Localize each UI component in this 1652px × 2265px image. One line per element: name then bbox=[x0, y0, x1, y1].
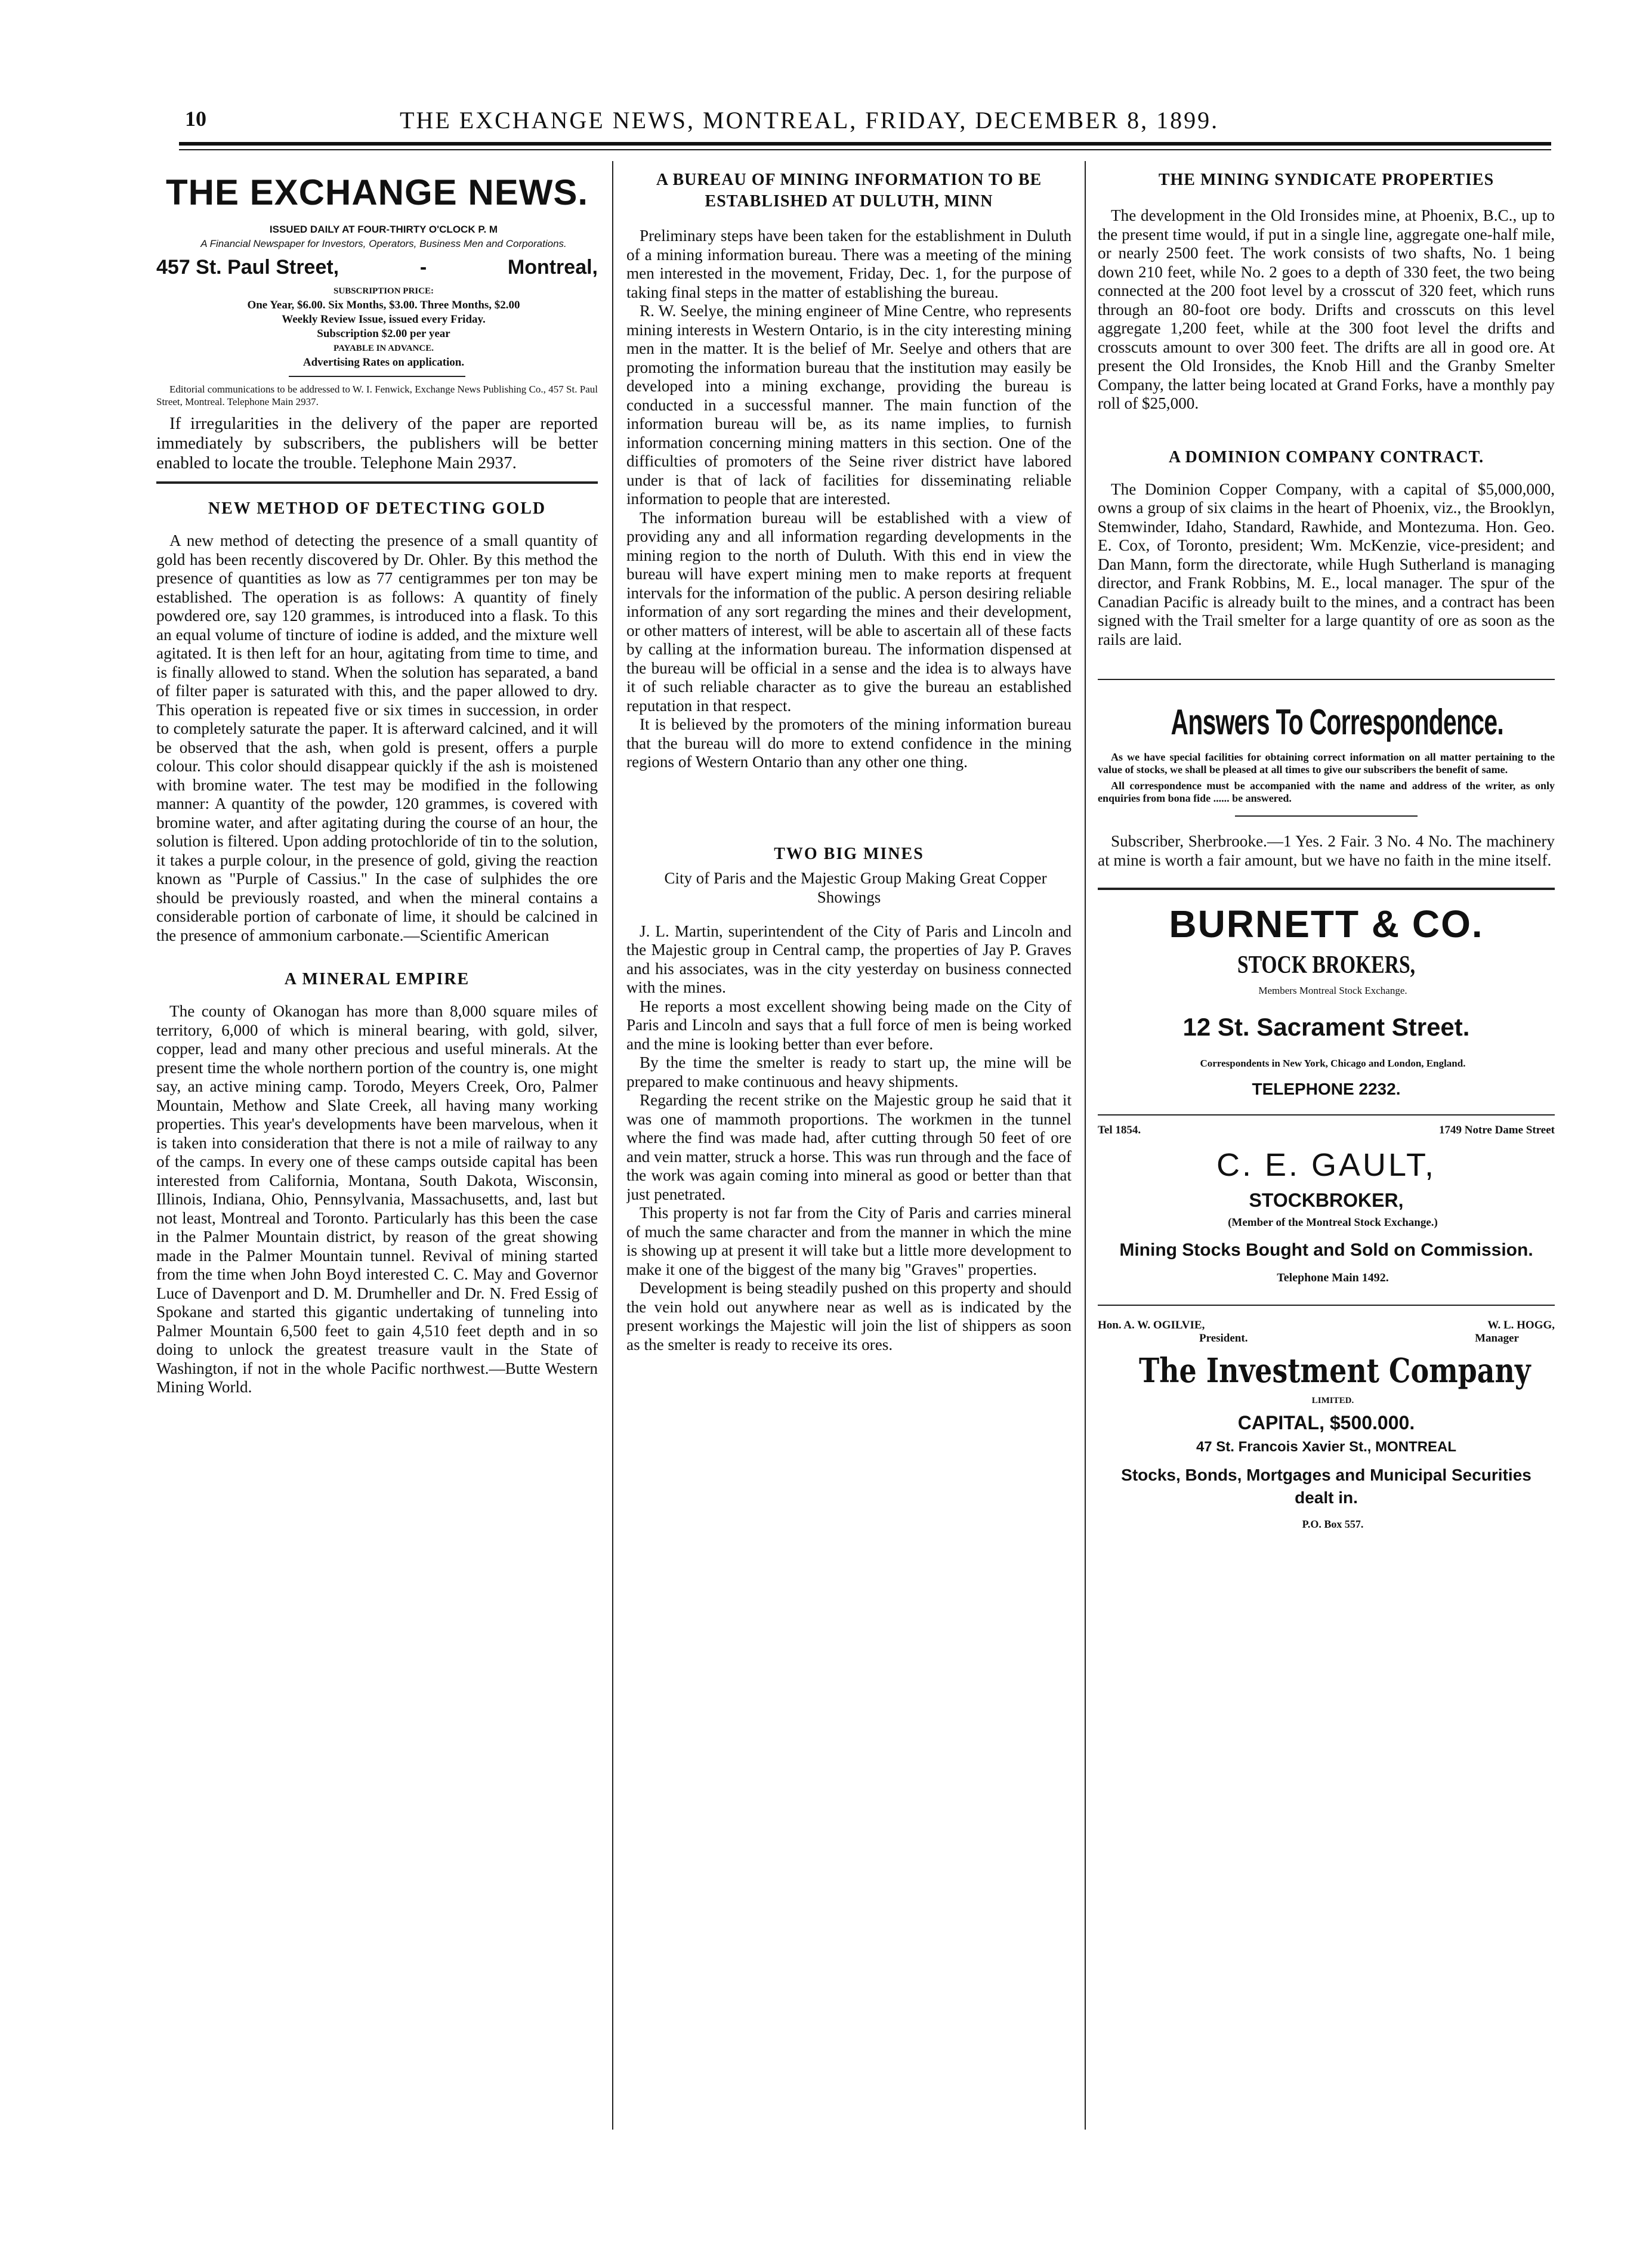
page-number: 10 bbox=[185, 107, 206, 131]
masthead-title: THE EXCHANGE NEWS. bbox=[165, 172, 589, 212]
editorial-note: Editorial communications to be addressed to W. I. Fenwick, Exchange News Publishing Co., 457 St. Paul Street, Montreal. Telephone Main 2937. bbox=[156, 384, 598, 407]
divider bbox=[1098, 888, 1555, 890]
ad-company-name: The Investment Company bbox=[1138, 1351, 1531, 1390]
masthead-issued: ISSUED DAILY AT FOUR-THIRTY O'CLOCK P. M bbox=[269, 224, 498, 235]
article-paragraph: The county of Okanogan has more than 8,000 square miles of territory, 6,000 of which is mineral bearing, with gold, silver, copper, lead and many other precious and useful minerals. At the present time the whole northern portion of the country is, one might say, an active mining camp. Torodo, Meyers Creek, Oro, Palmer Mountain, Methow and Slate Creek, all having many working properties. This year's developments have been marvelous, when it is taken into consideration that there is not a mile of railway to any of the camps. In every one of these camps outside capital has been interested from California, Montana, South Dakota, Wisconsin, Illinois, Indiana, Ohio, Pennsylvania, Massachusetts, and, last but not least, Montreal and Toronto. Particularly has this been the case in the Palmer Mountain district, by reason of the great showing made in the Palmer Mountain tunnel. Revival of mining started from the time when John Boyd interested C. C. May and Governor Luce of Davenport and D. M. Drumheller and Dr. N. Fred Essig of Spokane and started this gigantic undertaking of tunneling into Palmer Mountain 6,500 feet to gain 4,510 feet depth and in so doing to unlock the greatest treasure vault in the State of Washington, if not in the whole Pacific northwest.—Butte Western Mining World. bbox=[156, 1002, 598, 1396]
ad-role: STOCK BROKERS, bbox=[1237, 951, 1416, 979]
ad-service: Mining Stocks Bought and Sold on Commission. bbox=[1119, 1240, 1533, 1260]
ad-broker-name: C. E. GAULT, bbox=[1216, 1147, 1437, 1183]
masthead-address bbox=[156, 256, 598, 279]
divider bbox=[1235, 815, 1418, 817]
subscription-label: SUBSCRIPTION PRICE: bbox=[334, 286, 434, 296]
advertising-rates: Advertising Rates on application. bbox=[302, 356, 465, 369]
ad-services: Stocks, Bonds, Mortgages and Municipal Securities dealt in. bbox=[1121, 1466, 1531, 1507]
column-2 bbox=[626, 161, 1072, 2165]
correspondence-title: Answers To Correspondence. bbox=[1171, 702, 1503, 742]
ad-officer: W. L. HOGG, bbox=[1487, 1319, 1555, 1331]
article-paragraph: Preliminary steps have been taken for the establishment in Duluth of a mining information bureau. There was a meeting of the mining men interested in the movement, Friday, Dec. 1, for the purpose of taking final steps in the matter of establishing the bureau. bbox=[626, 227, 1072, 301]
gault-ad bbox=[1098, 1124, 1555, 1284]
ad-telephone: Telephone Main 1492. bbox=[1277, 1271, 1389, 1284]
article-headline: NEW METHOD OF DETECTING GOLD bbox=[208, 499, 546, 518]
ad-tel: Tel 1854. bbox=[1098, 1124, 1141, 1136]
article-paragraph: Development is being steadily pushed on this property and should the vein hold out anywhere near as well as is indicated by the present workings the Majestic will join the list of shippers as soon as the smelter is ready to receive its ores. bbox=[626, 1279, 1072, 1354]
ad-correspondents: Correspondents in New York, Chicago and London, England. bbox=[1200, 1058, 1466, 1069]
article-headline: A DOMINION COMPANY CONTRACT. bbox=[1168, 447, 1484, 466]
ad-limited: LIMITED. bbox=[1311, 1396, 1354, 1405]
article-paragraph: It is believed by the promoters of the mining information bureau that the bureau will do more to extend confidence in the mining regions of Western Ontario than any other one thing. bbox=[626, 715, 1072, 771]
correspondence-note: All correspondence must be accompanied with the name and address of the writer, as only enquiries from bona fide ...... be answered. bbox=[1098, 780, 1555, 804]
ad-address: 12 St. Sacrament Street. bbox=[1182, 1013, 1470, 1041]
column-rule bbox=[1085, 161, 1086, 2130]
masthead-tagline: A Financial Newspaper for Investors, Operators, Business Men and Corporations. bbox=[200, 238, 567, 249]
article-paragraph: This property is not far from the City of Paris and carries mineral of much the same character and from the manner in which the mine is showing up at present it will take but a little more development to make it one of the biggest of the many big "Graves" properties. bbox=[626, 1204, 1072, 1278]
ad-officer-title: Manager bbox=[1475, 1332, 1519, 1345]
ad-firm-name: BURNETT & CO. bbox=[1169, 903, 1484, 945]
ad-officer: Hon. A. W. OGILVIE, bbox=[1098, 1319, 1205, 1331]
weekly-issue: Weekly Review Issue, issued every Friday. bbox=[282, 313, 486, 326]
correspondence-section bbox=[1098, 702, 1555, 870]
ad-address: 47 St. Francois Xavier St., MONTREAL bbox=[1196, 1439, 1457, 1455]
column-rule bbox=[612, 161, 613, 2130]
ad-role: STOCKBROKER, bbox=[1249, 1189, 1404, 1211]
article-headline: A MINERAL EMPIRE bbox=[284, 970, 470, 988]
payable-notice: PAYABLE IN ADVANCE. bbox=[334, 344, 434, 353]
burnett-ad bbox=[1098, 902, 1555, 1099]
article-paragraph: A new method of detecting the presence of a small quantity of gold has been recently discovered by Dr. Ohler. By this method the presence of quantities as low as 77 centigrammes per ton may be established. The operation is as follows: A quantity of finely powdered ore, say 120 grammes, is introduced into a flask. To this an equal volume of tincture of iodine is added, and the mixture well agitated. It is then left for an hour, agitating from time to time, and is finally allowed to stand. When the solution has separated, a band of filter paper is saturated with this, and the paper allowed to dry. This operation is repeated five or six times in succession, in order to completely saturate the paper. It is afterward calcined, and it will be observed that the ash, when gold is present, offers a purple colour. This color should disappear quickly if the ash is moistened with bromine water. The test may be modified in the following manner: A quantity of the powder, 120 grammes, is covered with bromine water, and after agitating during the course of an hour, the solution is filtered. Upon adding protochloride of tin to the solution, it takes a purple colour, in the presence of gold, giving the reaction known as "Purple of Cassius." In the case of sulphides the ore should be previously roasted, and when the mineral contains a considerable portion of carbonate of lime, it should be calcined in the presence of ammonium carbonate.—Scientific American bbox=[156, 532, 598, 944]
divider bbox=[1098, 1114, 1555, 1115]
article-subhead: City of Paris and the Majestic Group Making Great Copper Showings bbox=[664, 869, 1047, 906]
article-paragraph: The development in the Old Ironsides mine, at Phoenix, B.C., up to the present time would, if put in a single line, aggregate one-half mile, or nearly 2500 feet. The work consists of two shafts, No. 1 being down 210 feet, while No. 2 goes to a depth of 330 feet, the two being connected at the 200 foot level by a crosscut of 320 feet, which runs through an 80-foot ore body. Drifts and crosscuts on this level aggregate 1,200 feet, while at the 300 foot level the drifts and crosscuts amount to over 300 feet. The drifts are all in good ore. At present the Old Ironsides, the Knob Hill and the Granby Smelter Company, the latter being located at Grand Forks, have a monthly pay roll of $25,000. bbox=[1098, 206, 1555, 412]
header-rule bbox=[179, 142, 1551, 146]
ad-capital: CAPITAL, $500.000. bbox=[1237, 1412, 1415, 1433]
ad-telephone: TELEPHONE 2232. bbox=[1252, 1080, 1401, 1098]
masthead-dash: - bbox=[419, 256, 427, 279]
divider bbox=[156, 481, 598, 484]
header-rule-thin bbox=[179, 149, 1551, 150]
article-paragraph: The Dominion Copper Company, with a capital of $5,000,000, owns a group of six claims in the heart of Phoenix, viz., the Brooklyn, Stemwinder, Idaho, Standard, Rawhide, and Montezuma. Hon. Geo. E. Cox, of Toronto, president; Wm. McKenzie, vice-president; and Dan Mann, form the directorate, while Hugh Sutherland is managing director, and Frank Robbins, M. E., local manager. The spur of the Canadian Pacific is already built to the mines, and a contract has been signed with the Trail smelter for a large quantity of ore as soon as the rails are laid. bbox=[1098, 480, 1555, 648]
column-1 bbox=[156, 161, 598, 2165]
article-headline: A BUREAU OF MINING INFORMATION TO BE ESTABLISHED AT DULUTH, MINN bbox=[656, 171, 1042, 211]
irregularities-note: If irregularities in the delivery of the paper are reported immediately by subscribers, the publishers will be better enabled to locate the trouble. Telephone Main 2937. bbox=[156, 414, 598, 472]
masthead-city: Montreal, bbox=[507, 256, 598, 279]
ad-box: P.O. Box 557. bbox=[1302, 1518, 1364, 1530]
running-title: THE EXCHANGE NEWS, MONTREAL, FRIDAY, DECEMBER 8, 1899. bbox=[400, 107, 1219, 134]
weekly-price: Subscription $2.00 per year bbox=[317, 327, 450, 340]
divider bbox=[289, 376, 465, 377]
running-head bbox=[185, 106, 1545, 142]
correspondence-reply: Subscriber, Sherbrooke.—1 Yes. 2 Fair. 3 No. 4 No. The machinery at mine is worth a fair amount, but we have no faith in the mine itself. bbox=[1098, 832, 1555, 869]
article-paragraph: He reports a most excellent showing being made on the City of Paris and Lincoln and says that a full force of men is being worked and the mine is looking better than ever before. bbox=[626, 997, 1072, 1053]
ad-member: (Member of the Montreal Stock Exchange.) bbox=[1228, 1216, 1438, 1229]
article-paragraph: R. W. Seelye, the mining engineer of Mine Centre, who represents mining interests in Western Ontario, is in the city interesting mining men in the matter. It is the belief of Mr. Seelye and others that are promoting the information bureau that the institution may easily be developed into a mining exchange, providing the bureau is conducted in a successful manner. The main function of the information bureau will be, as its name implies, to furnish information concerning mining matters in this section. One of the difficulties of promoters of the Seine river district have labored under is that of lack of facilities for disseminating reliable information to people that are interested. bbox=[626, 302, 1072, 508]
masthead-street: 457 St. Paul Street, bbox=[156, 256, 339, 279]
investment-ad bbox=[1098, 1319, 1555, 1531]
article-headline: THE MINING SYNDICATE PROPERTIES bbox=[1158, 171, 1494, 189]
correspondence-note: As we have special facilities for obtaining correct information on all matter pertaining to the value of stocks, we shall be pleased at all times to give our subscribers the benefit of same. bbox=[1098, 751, 1555, 775]
article-paragraph: By the time the smelter is ready to start up, the mine will be prepared to make continuous and heavy shipments. bbox=[626, 1053, 1072, 1090]
article-headline: TWO BIG MINES bbox=[774, 844, 924, 863]
ad-officer-title: President. bbox=[1199, 1332, 1248, 1345]
article-paragraph: Regarding the recent strike on the Majestic group he said that it was one of mammoth proportions. The workmen in the tunnel where the find was made had, after cutting through 50 feet of ore and vein matter, struck a horse. This was run through and the face of the work was again coming into mineral as good or better than that just penetrated. bbox=[626, 1091, 1072, 1203]
ad-street: 1749 Notre Dame Street bbox=[1439, 1124, 1555, 1136]
article-paragraph: J. L. Martin, superintendent of the City of Paris and Lincoln and the Majestic group in Central camp, the properties of Jay P. Graves and his associates, was in the city yesterday on business connected with the mines. bbox=[626, 922, 1072, 996]
divider bbox=[1098, 679, 1555, 680]
ad-members: Members Montreal Stock Exchange. bbox=[1258, 985, 1407, 996]
divider bbox=[1098, 1305, 1555, 1306]
masthead bbox=[156, 172, 598, 473]
subscription-prices: One Year, $6.00. Six Months, $3.00. Three Months, $2.00 bbox=[247, 299, 520, 311]
article-paragraph: The information bureau will be established with a view of providing any and all information regarding developments in the mining region to the north of Duluth. With this end in view the bureau will have expert mining men to make reports at frequent intervals for the information of the public. A person desiring reliable information of any sort regarding the mines and their development, or other matters of interest, will be able to ascertain all of these facts by calling at the information bureau. The information dispensed at the bureau will be official in a sense and the idea is to always have it of such reliable character as to give the bureau an established reputation in that respect. bbox=[626, 508, 1072, 715]
column-3 bbox=[1098, 161, 1555, 2165]
